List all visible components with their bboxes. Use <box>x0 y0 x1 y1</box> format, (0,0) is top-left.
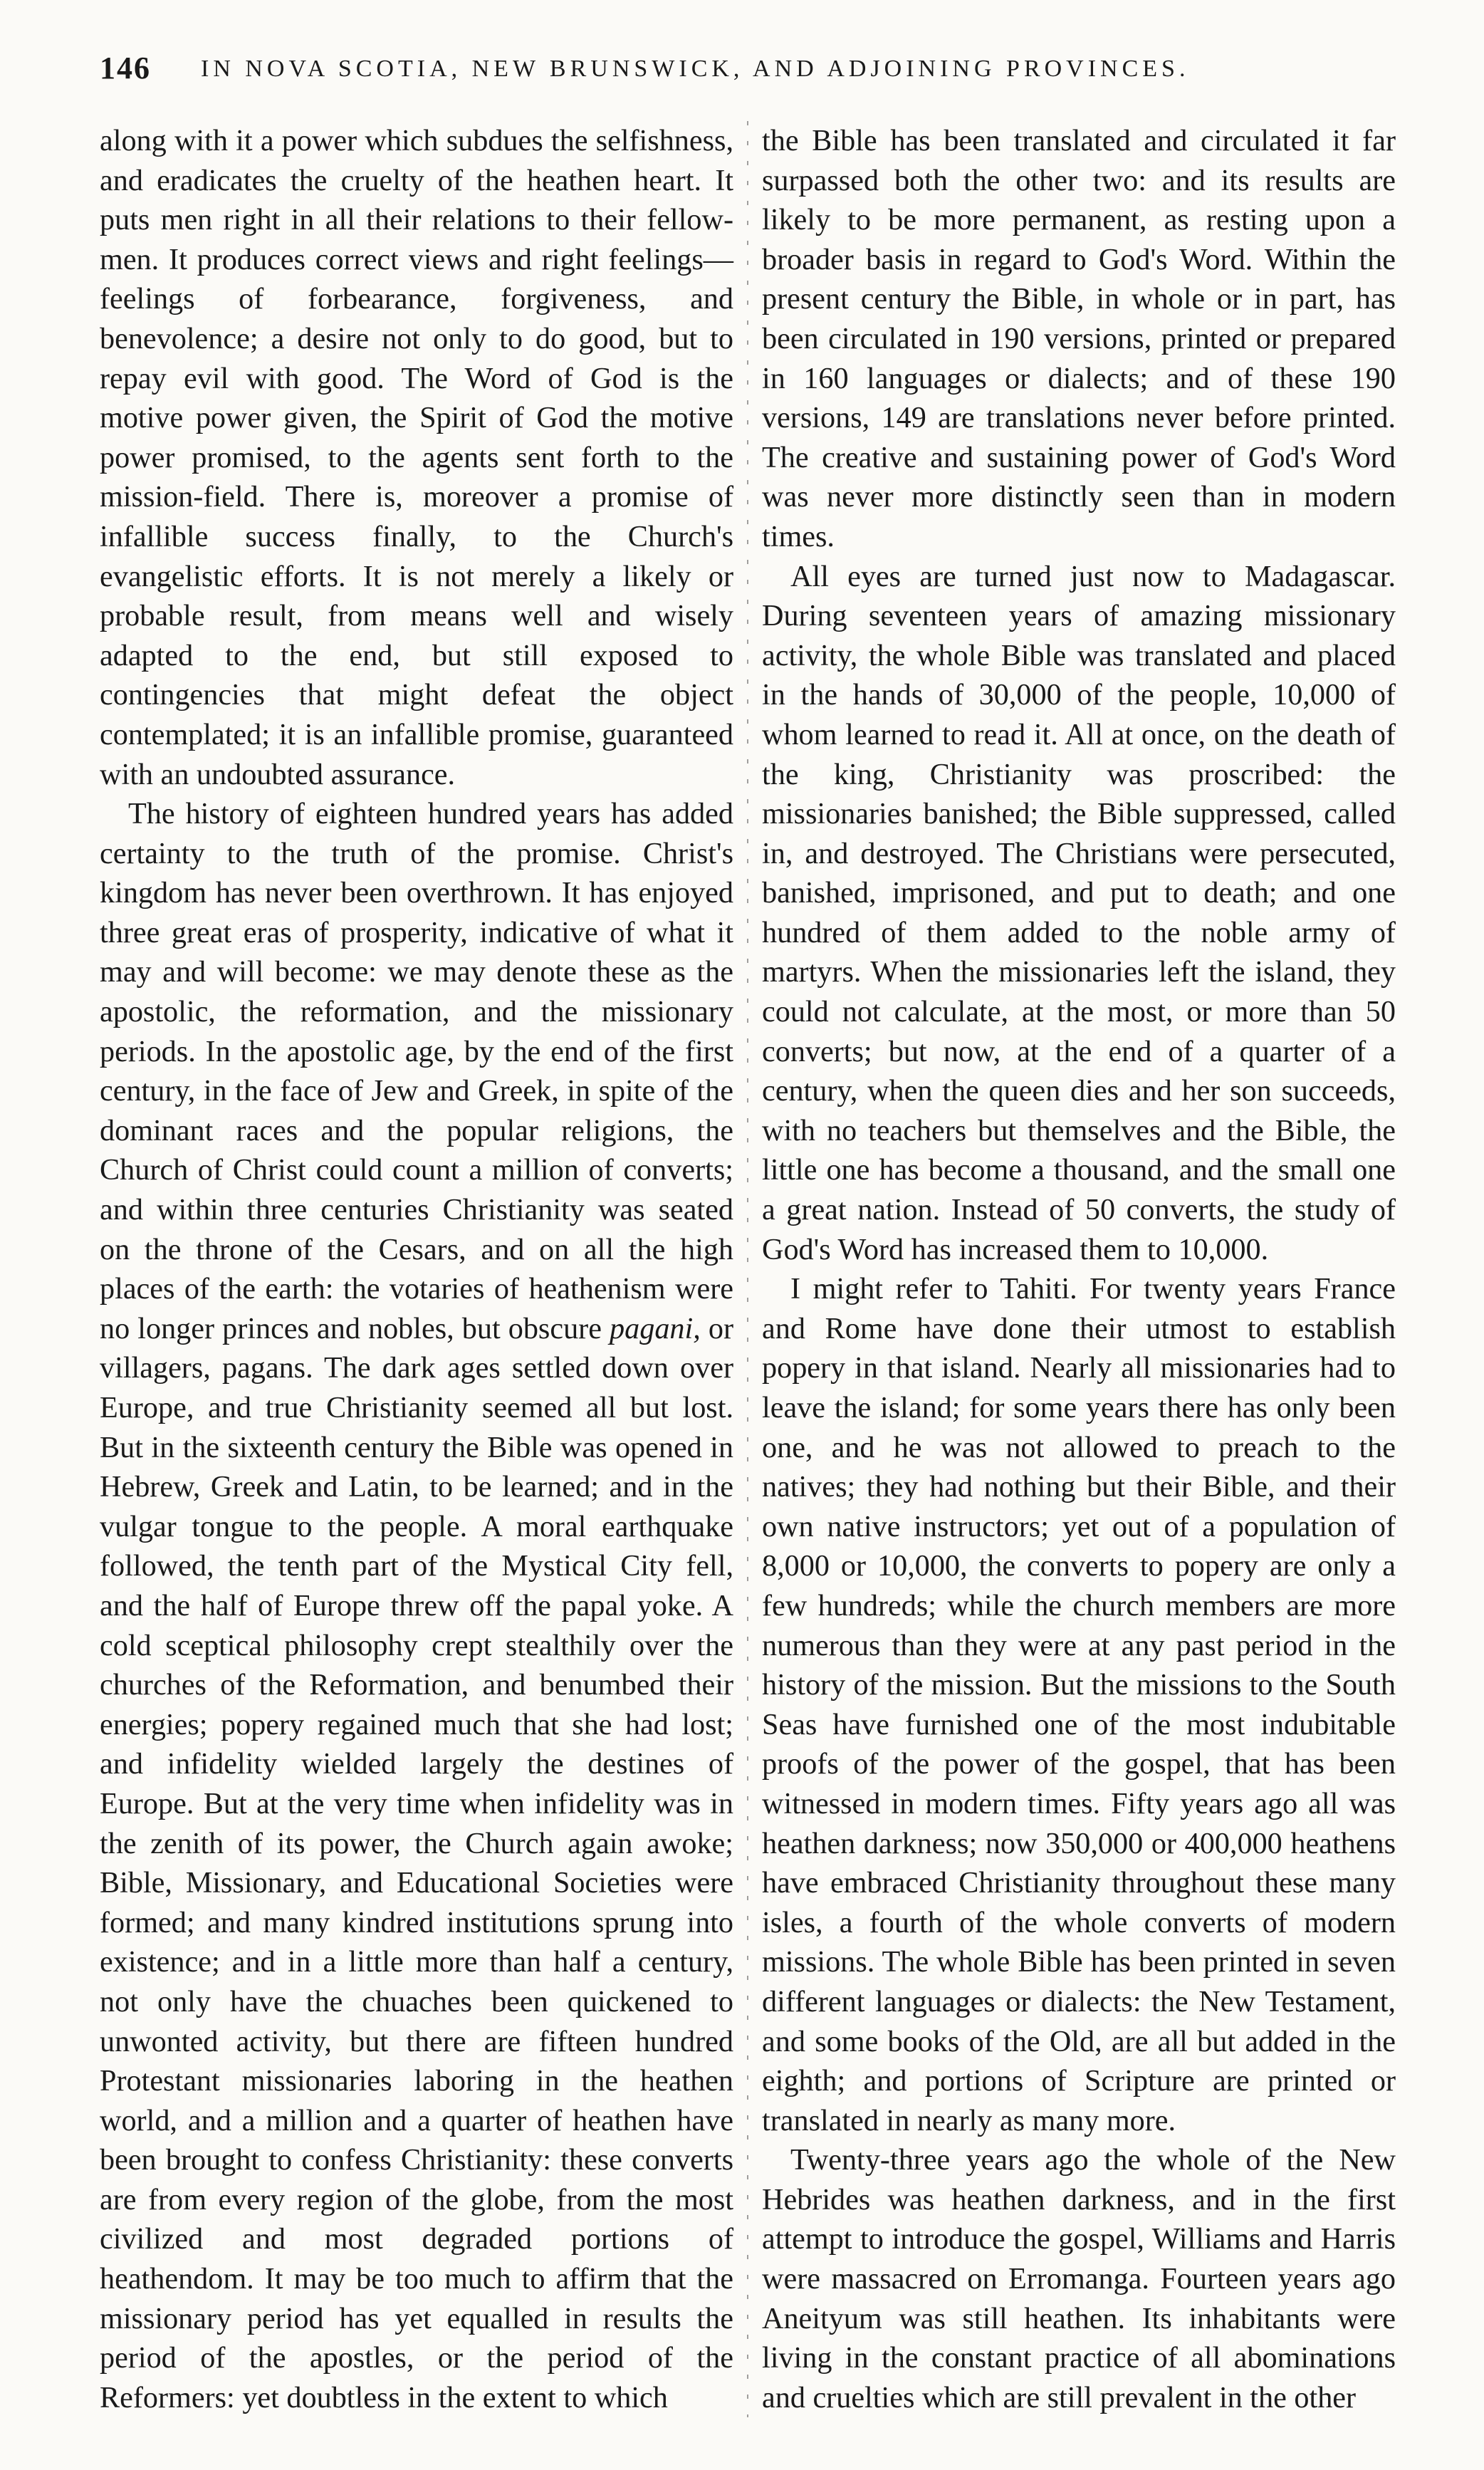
paragraph-text: The history of eighteen hundred years has added certainty to the truth of the promise. Christ's kingdom has never been overthrown. It has enjoyed three great eras of prosperity, indicative of what it may and will become: we may denote these as the apostolic, the reformation, and the missionary periods. In the apostolic age, by the end of the first century, in the face of Jew and Greek, in spite of the dominant races and the popular religions, the Church of Christ could count a million of converts; and within three centuries Christianity was seated on the throne of the Cesars, and on all the high places of the earth: the votaries of heathenism were no longer princes and nobles, but obscure <box>100 797 733 1345</box>
text-columns <box>100 121 1396 2417</box>
paragraph: the Bible has been translated and circulated it far surpassed both the other two: and its results are likely to be more permanent, as resting upon a broader basis in regard to God's Word. Within the present century the Bible, in whole or in part, has been circulated in 190 versions, printed or prepared in 160 languages or dialects; and of these 190 versions, 149 are translations never before printed. The creative and sustaining power of God's Word was never more distinctly seen than in modern times. <box>762 124 1396 553</box>
running-head: IN NOVA SCOTIA, NEW BRUNSWICK, AND ADJOINING PROVINCES. <box>201 56 1190 82</box>
paragraph: Twenty-three years ago the whole of the New Hebrides was heathen darkness, and in the first attempt to introduce the gospel, Williams and Harris were massacred on Erromanga. Fourteen years ago Aneityum was still heathen. Its inhabitants were living in the constant practice of all abominations and cruelties which are still prevalent in the other <box>762 2143 1396 2414</box>
italic-term: pagani, <box>610 1311 701 1345</box>
page-header <box>100 50 1396 114</box>
column-divider <box>747 121 748 2417</box>
left-column <box>100 121 733 2417</box>
paragraph-text: or villagers, pagans. The dark ages settled down over Europe, and true Christianity seemed all but lost. But in the sixteenth century the Bible was opened in Hebrew, Greek and Latin, to be learned; and in the vulgar tongue to the people. A moral earthquake followed, the tenth part of the Mystical City fell, and the half of Europe threw off the papal yoke. A cold sceptical philosophy crept stealthily over the churches of the Reformation, and benumbed their energies; popery regained much that she had lost; and infidelity wielded largely the destines of Europe. But at the very time when infidelity was in the zenith of its power, the Church again awoke; Bible, Missionary, and Educational Societies were formed; and many kindred institutions sprung into existence; and in a little more than half a century, not only have the chuaches been quickened to unwonted activity, but there are fifteen hundred Protestant missionaries laboring in the heathen world, and a million and a quarter of heathen have been brought to confess Christianity: these converts are from every region of the globe, from the most civilized and most degraded portions of heathendom. It may be too much to affirm that the missionary period has yet equalled in results the period of the apostles, or the period of the Reformers: yet doubtless in the extent to which <box>100 1311 734 2414</box>
book-page <box>100 50 1396 2422</box>
paragraph: I might refer to Tahiti. For twenty years France and Rome have done their utmost to establish popery in that island. Nearly all missionaries had to leave the island; for some years there has only been one, and he was not allowed to preach to the natives; they had nothing but their Bible, and their own native instructors; yet out of a population of 8,000 or 10,000, the converts to popery are only a few hundreds; while the church members are more numerous than they were at any past period in the history of the mission. But the missions to the South Seas have furnished one of the most indubitable proofs of the power of the gospel, that has been witnessed in modern times. Fifty years ago all was heathen darkness; now 350,000 or 400,000 heathens have embraced Christianity throughout these many isles, a fourth of the whole converts of modern missions. The whole Bible has been printed in seven different languages or dialects: the New Testament, and some books of the Old, are all but added in the eighth; and portions of Scripture are printed or translated in nearly as many more. <box>762 1272 1396 2137</box>
right-column <box>762 121 1396 2417</box>
page-number: 146 <box>100 51 151 85</box>
paragraph <box>100 794 733 2417</box>
paragraph: along with it a power which subdues the selfishness, and eradicates the cruelty of the heathen heart. It puts men right in all their relations to their fellow-men. It produces correct views and right feelings—feelings of forbearance, forgiveness, and benevolence; a desire not only to do good, but to repay evil with good. The Word of God is the motive power given, the Spirit of God the motive power promised, to the agents sent forth to the mission-field. There is, moreover a promise of infallible success finally, to the Church's evangelistic efforts. It is not merely a likely or probable result, from means well and wisely adapted to the end, but still exposed to contingencies that might defeat the object contemplated; it is an infallible promise, guaranteed with an undoubted assurance. <box>100 124 733 791</box>
paragraph: All eyes are turned just now to Madagascar. During seventeen years of amazing missionary activity, the whole Bible was translated and placed in the hands of 30,000 of the people, 10,000 of whom learned to read it. All at once, on the death of the king, Christianity was proscribed: the missionaries banished; the Bible suppressed, called in, and destroyed. The Christians were persecuted, banished, imprisoned, and put to death; and one hundred of them added to the noble army of martyrs. When the missionaries left the island, they could not calculate, at the most, or more than 50 converts; but now, at the end of a quarter of a century, when the queen dies and her son succeeds, with no teachers but themselves and the Bible, the little one has become a thousand, and the small one a great nation. Instead of 50 converts, the study of God's Word has increased them to 10,000. <box>762 559 1396 1266</box>
